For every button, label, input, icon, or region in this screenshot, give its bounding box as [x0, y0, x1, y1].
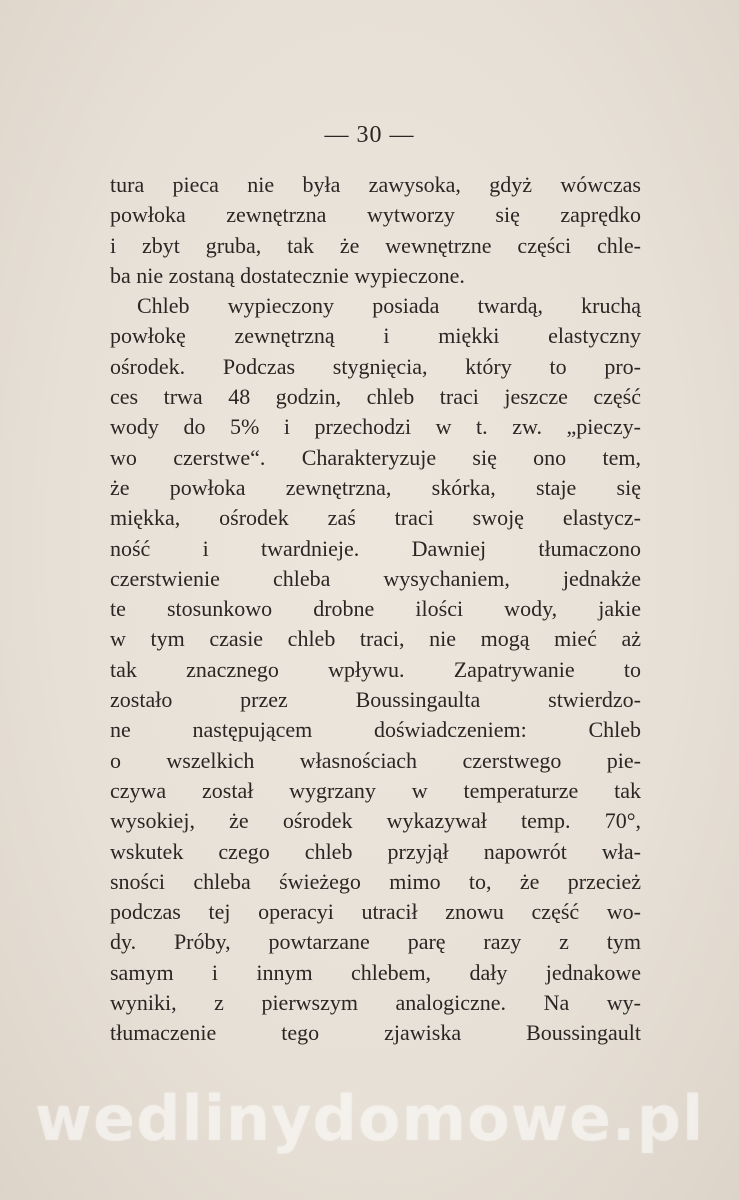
text-line: tak znacznego wpływu. Zapatrywanie to — [110, 656, 641, 682]
text-line: tura pieca nie była zawysoka, gdyż wówczas — [110, 172, 641, 197]
text-line: wyniki, z pierwszym analogiczne. Na wy- — [110, 990, 641, 1016]
text-line: w tym czasie chleb traci, nie mogą mieć aż — [110, 626, 641, 652]
text-line: tłumaczenie tego zjawiska Boussingault — [110, 1020, 641, 1046]
text-line: powłokę zewnętrzną i miękki elastyczny — [110, 323, 641, 349]
text-line: wysokiej, że ośrodek wykazywał temp. 70°, — [110, 808, 641, 834]
text-line: i zbyt gruba, tak że wewnętrzne części chle- — [110, 232, 641, 258]
text-line: samym i innym chlebem, dały jednakowe — [110, 959, 641, 985]
text-line: wskutek czego chleb przyjął napowrót wła- — [110, 838, 641, 864]
text-line: zostało przez Boussingaulta stwierdzo- — [110, 687, 641, 713]
text-line: ces trwa 48 godzin, chleb traci jeszcze część — [110, 384, 641, 410]
text-line: sności chleba świeżego mimo to, że przecież — [110, 868, 641, 894]
text-line: wody do 5% i przechodzi w t. zw. „pieczy- — [110, 414, 641, 440]
text-line: miękka, ośrodek zaś traci swoję elastycz- — [110, 505, 641, 531]
page-number: — 30 — — [324, 122, 415, 148]
text-line: podczas tej operacyi utracił znowu część wo- — [110, 899, 641, 925]
text-line: o wszelkich własnościach czerstwego pie- — [110, 747, 641, 773]
paragraph-start-line: Chleb wypieczony posiada twardą, kruchą — [137, 293, 641, 319]
text-line: czywa został wygrzany w temperaturze tak — [110, 777, 641, 803]
site-watermark: wedlinydomowe.pl — [34, 1082, 705, 1155]
text-line: że powłoka zewnętrzna, skórka, staje się — [110, 474, 641, 500]
text-line: ność i twardnieje. Dawniej tłumaczono — [110, 535, 641, 561]
body-text — [110, 170, 641, 1049]
text-line: powłoka zewnętrzna wytworzy się zaprędko — [110, 202, 641, 228]
text-line: ne następującem doświadczeniem: Chleb — [110, 717, 641, 743]
text-line: ośrodek. Podczas stygnięcia, który to pro- — [110, 353, 641, 379]
text-line: dy. Próby, powtarzane parę razy z tym — [110, 929, 641, 955]
text-line: czerstwienie chleba wysychaniem, jednakże — [110, 565, 641, 591]
text-line: wo czerstwe“. Charakteryzuje się ono tem, — [110, 444, 641, 470]
text-line: ba nie zostaną dostatecznie wypieczone. — [110, 262, 465, 288]
text-line: te stosunkowo drobne ilości wody, jakie — [110, 596, 641, 622]
